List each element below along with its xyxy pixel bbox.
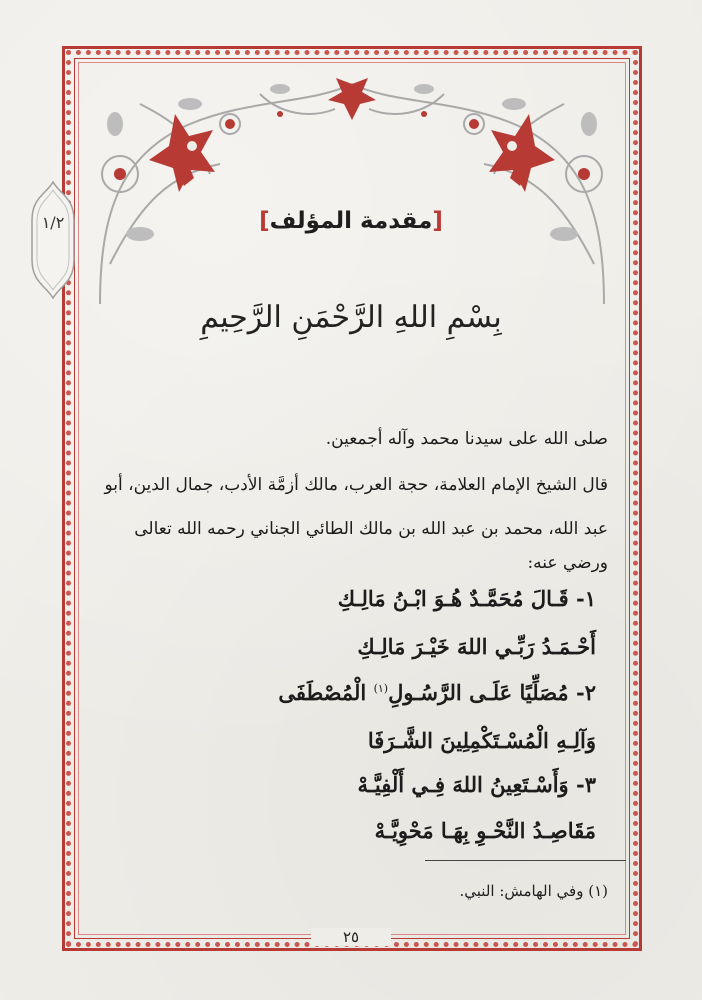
verse-3-second-hemistich: مَقَاصِـدُ النَّحْـوِ بِهَـا مَحْوِيَّـهْ: [374, 818, 596, 843]
title-bracket-open: [: [432, 208, 443, 234]
verse-2-second-hemistich: وَآلِـهِ الْمُسْـتَكْمِلِينَ الشَّـرَفَا: [367, 728, 596, 753]
paragraph-intro-line-2: عبد الله، محمد بن عبد الله بن مالك الطائي الجناني رحمه الله تعالى ورضي عنه:: [134, 519, 608, 573]
paragraph-intro-line-1: قال الشيخ الإمام العلامة، حجة العرب، مالك أزمَّة الأدب، جمال الدين، أبو: [104, 475, 608, 495]
footnote-divider: [425, 860, 626, 861]
side-tab-label: ١/٢: [41, 213, 65, 232]
page-title: [200, 208, 502, 234]
verse-number: ١-: [576, 586, 596, 611]
basmala-calligraphy: بِسْمِ اللهِ الرَّحْمَنِ الرَّحِيمِ: [200, 300, 502, 335]
verse-text: مُصَلِّيًا عَلَـى الرَّسُـولِ: [388, 680, 569, 705]
verse-text: الْمُصْطَفَى: [278, 680, 367, 705]
verse-text: قَـالَ مُحَمَّـدٌ هُـوَ ابْـنُ مَالِـكِ: [337, 586, 569, 611]
verse-3-first-hemistich: [357, 772, 596, 797]
footnote-reference[interactable]: (١): [373, 682, 389, 695]
paragraph-blessing: صلى الله على سيدنا محمد وآله أجمعين.: [325, 429, 608, 449]
floral-ornament-icon: [80, 64, 624, 314]
verse-1-first-hemistich: [338, 586, 596, 611]
title-bracket-close: ]: [259, 208, 270, 234]
side-tab-badge-icon: [30, 180, 76, 300]
title-text: مقدمة المؤلف: [269, 208, 433, 234]
verse-number: ٣-: [576, 772, 596, 797]
footnote-text: (١) وفي الهامش: النبي.: [459, 882, 608, 900]
verse-number: ٢-: [576, 680, 596, 705]
page-number: ٢٥: [311, 928, 391, 946]
verse-2-first-hemistich: [278, 680, 596, 705]
verse-1-second-hemistich: أَحْـمَـدُ رَبِّـي اللهَ خَيْـرَ مَالِـكِ: [357, 634, 596, 659]
verse-text: وَأَسْـتَعِينُ اللهَ فِـي أَلْفِيَّـهْ: [357, 772, 569, 797]
